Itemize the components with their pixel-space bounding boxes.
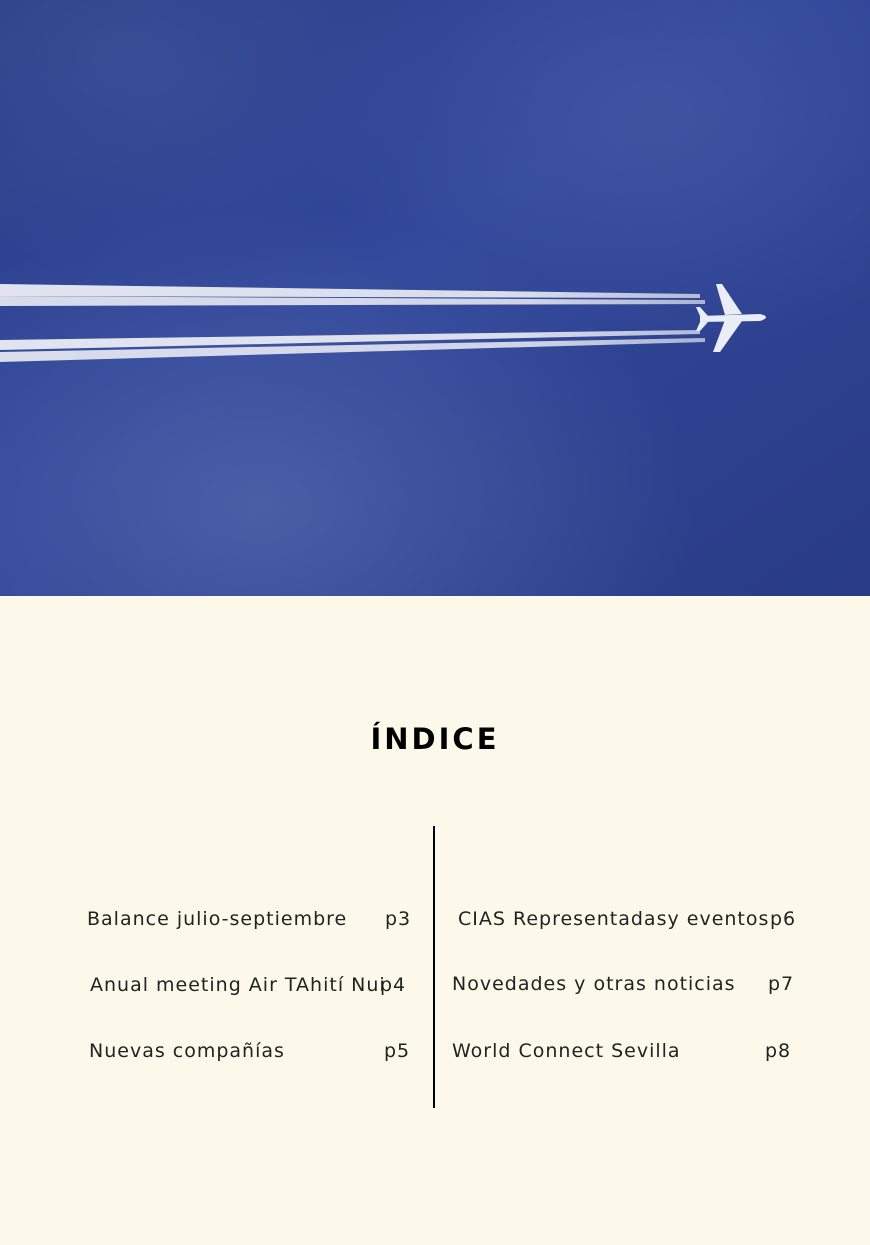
toc-item-label[interactable]: CIAS Representadasy eventos — [458, 908, 770, 930]
toc-item-label[interactable]: Nuevas compañías — [89, 1040, 285, 1062]
toc-item-page: p3 — [385, 908, 412, 930]
toc-item-label[interactable]: World Connect Sevilla — [452, 1040, 681, 1062]
page-title: ÍNDICE — [370, 722, 500, 756]
airplane-contrails-photo — [0, 0, 870, 596]
column-divider — [433, 826, 435, 1108]
hero-photo — [0, 0, 870, 596]
toc-item-page: p6 — [770, 908, 797, 930]
toc-item-page: p7 — [768, 973, 795, 995]
toc-item-label[interactable]: Novedades y otras noticias — [452, 973, 736, 995]
toc-item-page: p5 — [384, 1040, 411, 1062]
toc-item-page: p8 — [765, 1040, 792, 1062]
toc-item-label[interactable]: Anual meeting Air TAhití Nui — [90, 974, 386, 996]
toc-item-page: p4 — [380, 974, 407, 996]
toc-item-label[interactable]: Balance julio-septiembre — [87, 908, 348, 930]
